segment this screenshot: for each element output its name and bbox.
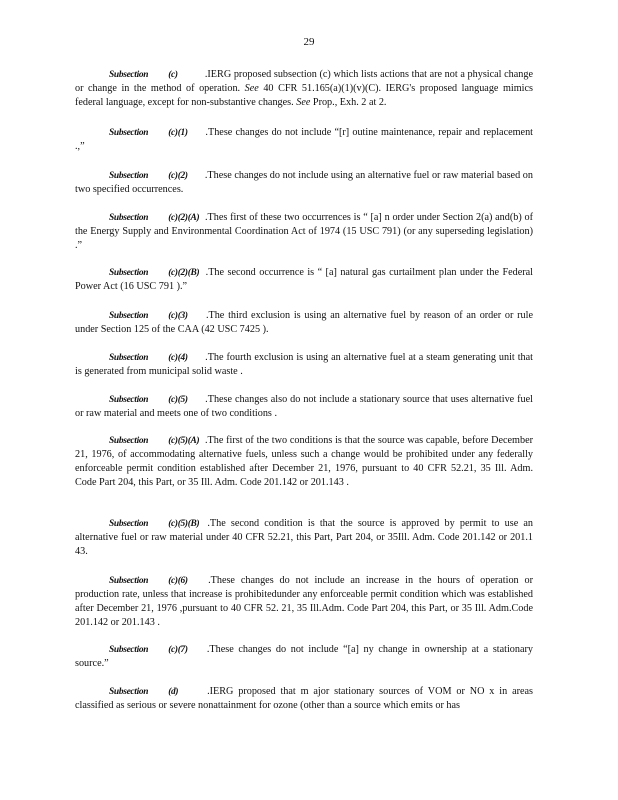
paragraph-text: .Thes first of these two occurrences is “ [a] n order under Section 2(a) and(b) of the Energy Supply and Environmental Coordination Act of 1974 (15 USC 791) (or any superseding legislation) .” xyxy=(75,212,533,251)
subsection-label: Subsection xyxy=(109,395,149,405)
paragraph-subsection-d xyxy=(75,685,533,713)
paragraph-text: .The first of the two conditions is that the source was capable, before December 21, 1976, of accommodating alternative fuels, unless such a change would be prohibited under any federally enforceable permit condition established after December 21, 1976, pursuant to 40 CFR 52.21, 35 Ill. Adm. Code Part 204, this Part, or 35 Ill. Adm. Code 201.142 or 201.143 . xyxy=(75,435,533,488)
subsection-label: Subsection xyxy=(109,436,149,446)
subsection-label: Subsection xyxy=(109,213,149,223)
subsection-label: Subsection xyxy=(109,519,149,529)
subsection-label: Subsection xyxy=(109,128,149,138)
paragraph-subsection-c-6 xyxy=(75,574,533,630)
paragraph-subsection-c-2-b xyxy=(75,266,533,294)
paragraph-text: .These changes do not include an increase in the hours of operation or production rate, unless that increase is prohibitedunder any enforceable permit condition which was established after December 21, 1976 ,pursuant to 40 CFR 52. 21, 35 Ill.Adm. Code Part 204, this Part, or 35 Ill. Adm.Code 201.142 or 201.143 . xyxy=(75,575,533,628)
subsection-label: Subsection xyxy=(109,311,149,321)
paragraph-text: .These changes do not include using an alternative fuel or raw material based on two specified occurrences. xyxy=(75,170,533,195)
paragraph-text: .The fourth exclusion is using an alternative fuel at a steam generating unit that is generated from municipal solid waste . xyxy=(75,352,533,377)
paragraph-text: Prop., Exh. 2 at 2. xyxy=(310,97,387,108)
paragraph-text: .These changes also do not include a stationary source that uses alternative fuel or raw material and meets one of two conditions . xyxy=(75,394,533,419)
subsection-id: (c)(7) xyxy=(168,645,188,655)
paragraph-text: .The second occurrence is “ [a] natural gas curtailment plan under the Federal Power Act (16 USC 791 ).” xyxy=(75,267,533,292)
citation-signal: See xyxy=(244,83,259,94)
subsection-id: (c)(3) xyxy=(168,311,188,321)
subsection-id: (c)(1) xyxy=(168,128,188,138)
paragraph-text: .IERG proposed that m ajor stationary sources of VOM or NO x in areas classified as serious or severe nonattainment for ozone (other than a source which emits or has xyxy=(75,686,533,711)
paragraph-subsection-c-2 xyxy=(75,169,533,197)
citation-signal: See xyxy=(296,97,311,108)
subsection-label: Subsection xyxy=(109,171,149,181)
paragraph-text: .The third exclusion is using an alternative fuel by reason of an order or rule under Section 125 of the CAA (42 USC 7425 ). xyxy=(75,310,533,335)
page-number: 29 xyxy=(303,36,315,48)
subsection-id: (c)(5)(A) xyxy=(168,436,200,446)
subsection-id: (d) xyxy=(168,687,179,697)
paragraph-subsection-c-3 xyxy=(75,309,533,337)
subsection-id: (c)(6) xyxy=(168,576,188,586)
subsection-id: (c)(5)(B) xyxy=(168,519,200,529)
subsection-label: Subsection xyxy=(109,687,149,697)
paragraph-subsection-c-5-a xyxy=(75,434,533,490)
subsection-id: (c)(2)(A) xyxy=(168,213,200,223)
subsection-id: (c)(5) xyxy=(168,395,188,405)
subsection-id: (c)(2)(B) xyxy=(168,268,200,278)
paragraph-subsection-c-4 xyxy=(75,351,533,379)
paragraph-text: .These changes do not include “[r] outine maintenance, repair and replacement .,” xyxy=(75,127,533,152)
paragraph-text: .The second condition is that the source is approved by permit to use an alternative fuel or raw material under 40 CFR 52.21, this Part, Part 204, or 35Ill. Adm. Code 201.142 or 201.1 43. xyxy=(75,518,533,557)
paragraph-subsection-c xyxy=(75,68,533,110)
paragraph-subsection-c-1 xyxy=(75,126,533,154)
paragraph-subsection-c-5-b xyxy=(75,517,533,559)
subsection-id: (c)(4) xyxy=(168,353,188,363)
paragraph-text: 40 CFR 51.165(a)(1)(v)(C). IERG's proposed language mimics federal language, except for non-substantive changes. xyxy=(75,83,533,108)
subsection-label: Subsection xyxy=(109,70,149,80)
subsection-label: Subsection xyxy=(109,576,149,586)
paragraph-text: .These changes do not include “[a] ny change in ownership at a stationary source.” xyxy=(75,644,533,669)
paragraph-subsection-c-7 xyxy=(75,643,533,671)
subsection-label: Subsection xyxy=(109,645,149,655)
subsection-label: Subsection xyxy=(109,268,149,278)
subsection-label: Subsection xyxy=(109,353,149,363)
paragraph-subsection-c-5 xyxy=(75,393,533,421)
subsection-id: (c) xyxy=(168,70,178,80)
subsection-id: (c)(2) xyxy=(168,171,188,181)
paragraph-text: .IERG proposed subsection (c) which lists actions that are not a physical change or change in the method of operation. xyxy=(75,69,533,94)
paragraph-subsection-c-2-a xyxy=(75,211,533,253)
